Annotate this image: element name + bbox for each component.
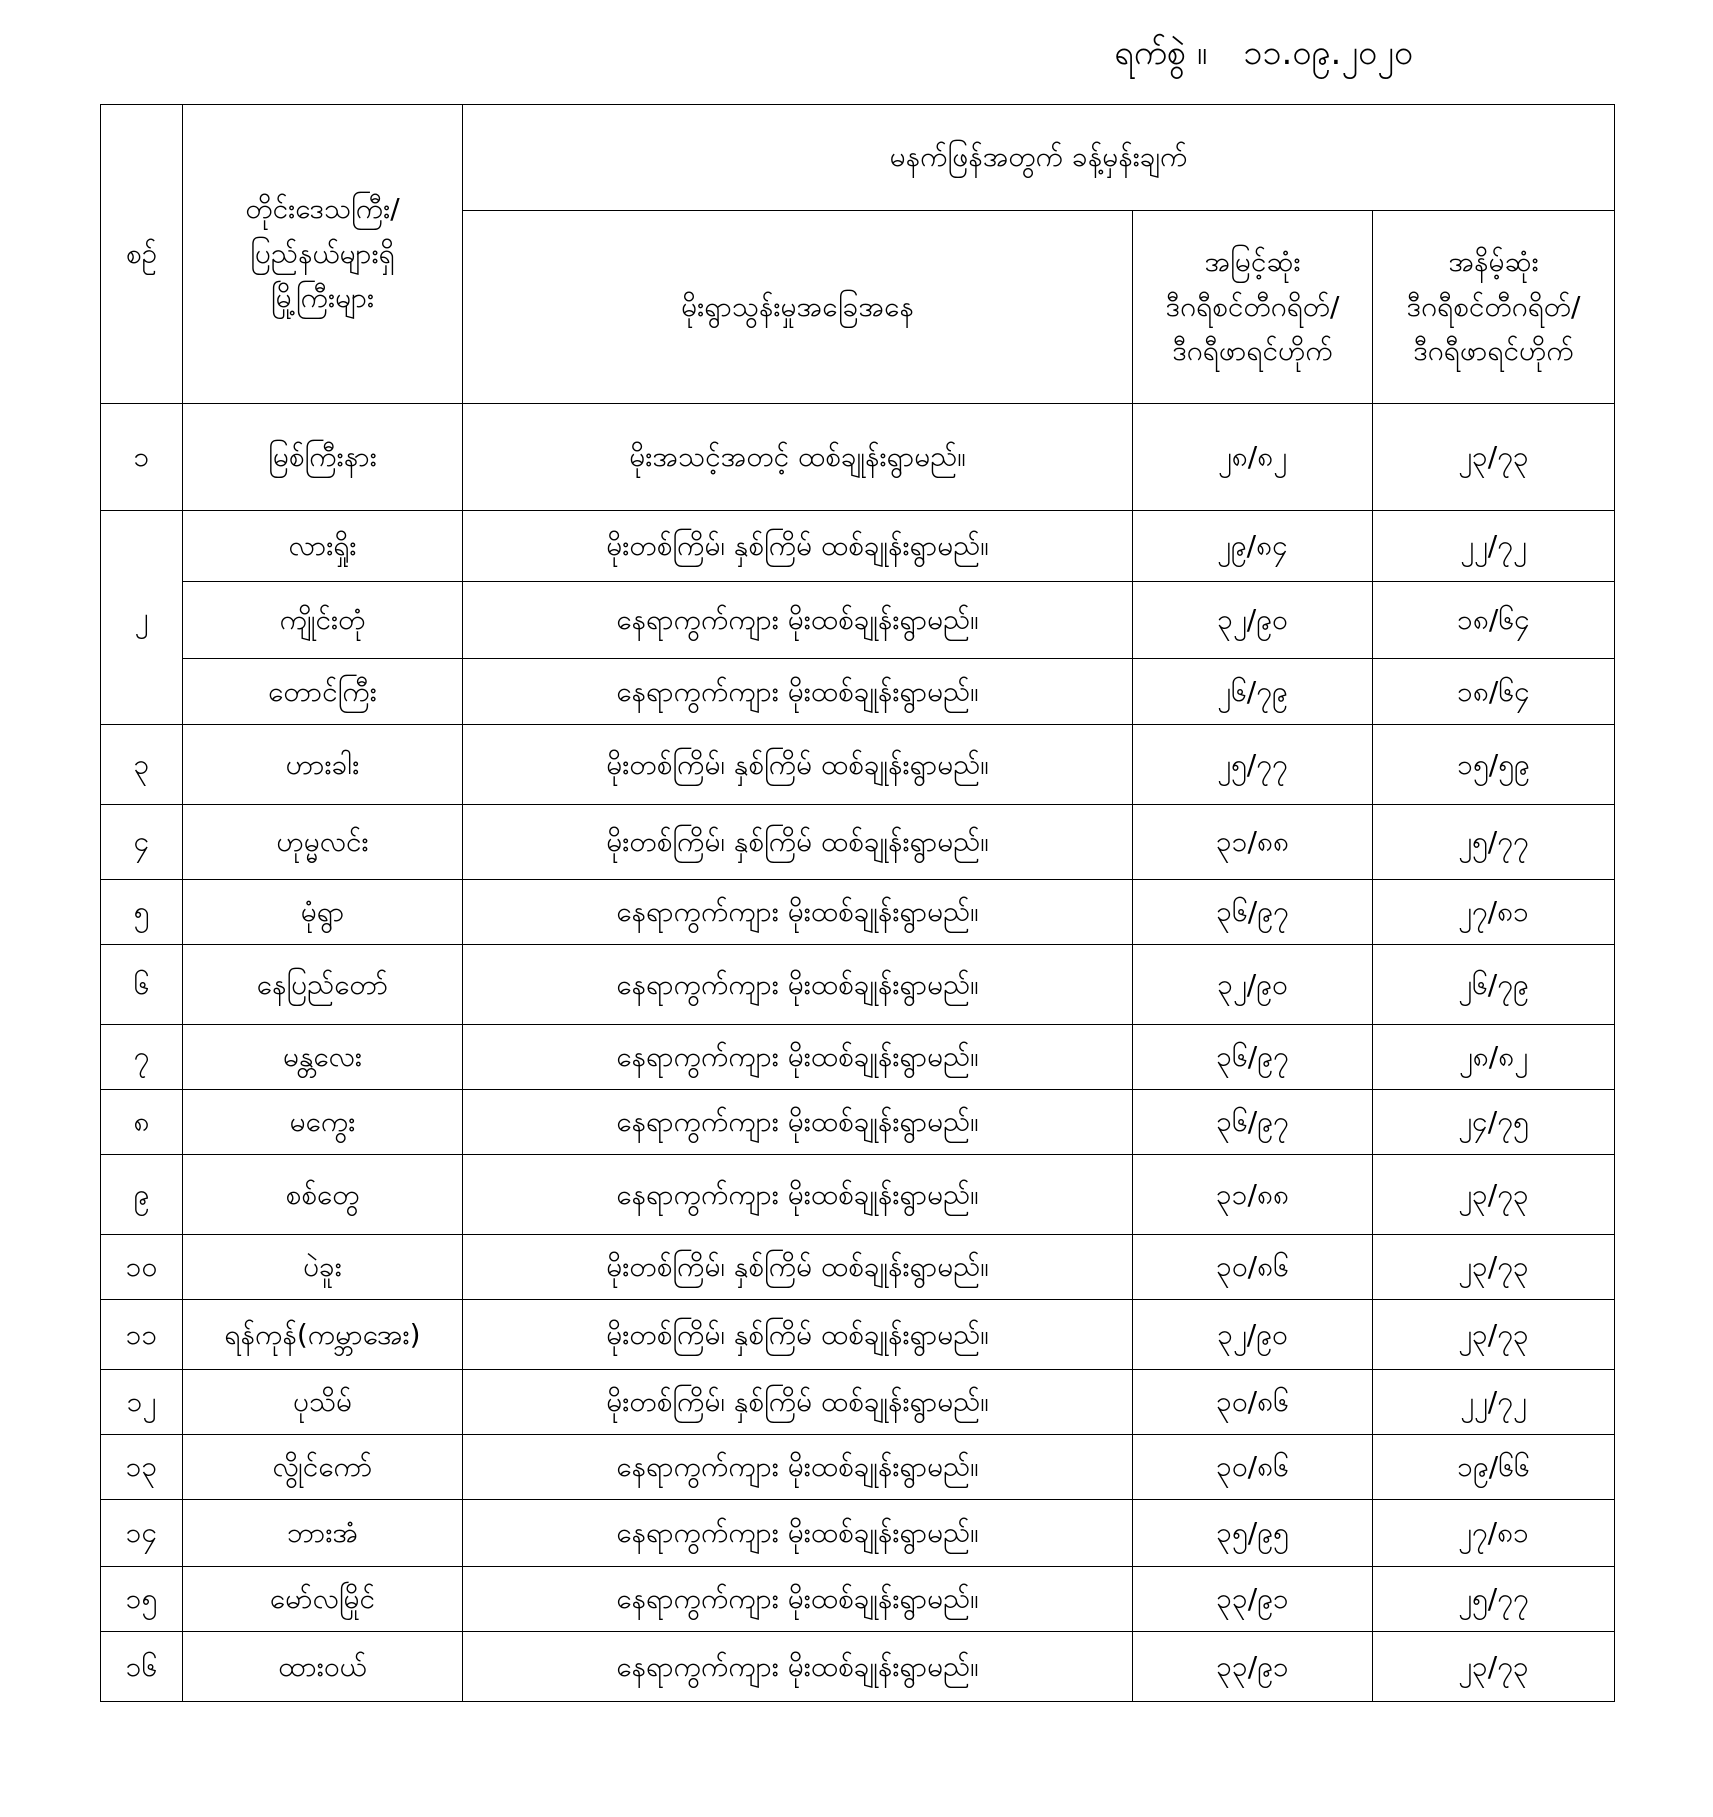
max-temp-cell: ၃၅/၉၅: [1133, 1500, 1373, 1567]
table-row: [101, 1155, 1615, 1235]
condition-cell: နေရာကွက်ကျား မိုးထစ်ချုန်းရွာမည်။: [463, 1025, 1133, 1090]
table-row: [101, 511, 1615, 582]
city-cell: လားရှိုး: [183, 511, 463, 582]
table-header: [101, 105, 1615, 404]
max-temp-cell: ၃၁/၈၈: [1133, 805, 1373, 880]
serial-cell: ၁၀: [101, 1235, 183, 1300]
city-cell: နေပြည်တော်: [183, 945, 463, 1025]
max-temp-cell: ၃၃/၉၁: [1133, 1632, 1373, 1702]
city-cell: လွိုင်ကော်: [183, 1435, 463, 1500]
condition-cell: မိုးတစ်ကြိမ်၊ နှစ်ကြိမ် ထစ်ချုန်းရွာမည်။: [463, 511, 1133, 582]
table-row: [101, 1370, 1615, 1435]
min-temp-cell: ၁၈/၆၄: [1373, 659, 1615, 725]
condition-cell: မိုးတစ်ကြိမ်၊ နှစ်ကြိမ် ထစ်ချုန်းရွာမည်။: [463, 1300, 1133, 1370]
condition-cell: မိုးတစ်ကြိမ်၊ နှစ်ကြိမ် ထစ်ချုန်းရွာမည်။: [463, 805, 1133, 880]
city-header-line: မြို့ကြီးများ: [270, 281, 375, 315]
min-temp-cell: ၂၃/၇၃: [1373, 1155, 1615, 1235]
city-cell: မြစ်ကြီးနား: [183, 404, 463, 511]
min-header-line: ဒီဂရီစင်တီဂရိတ်/: [1406, 289, 1581, 323]
condition-cell: မိုးတစ်ကြိမ်၊ နှစ်ကြိမ် ထစ်ချုန်းရွာမည်။: [463, 725, 1133, 805]
max-temp-cell: ၃၀/၈၆: [1133, 1370, 1373, 1435]
condition-cell: နေရာကွက်ကျား မိုးထစ်ချုန်းရွာမည်။: [463, 1500, 1133, 1567]
table-row: [101, 1090, 1615, 1155]
serial-cell: ၅: [101, 880, 183, 945]
serial-cell: ၁: [101, 404, 183, 511]
max-temp-cell: ၃၀/၈၆: [1133, 1435, 1373, 1500]
max-header-line: ဒီဂရီစင်တီဂရိတ်/: [1165, 289, 1340, 323]
table-row: [101, 725, 1615, 805]
min-temp-cell: ၂၆/၇၉: [1373, 945, 1615, 1025]
condition-cell: နေရာကွက်ကျား မိုးထစ်ချုန်းရွာမည်။: [463, 582, 1133, 659]
column-header-min-temp: [1373, 211, 1615, 404]
min-temp-cell: ၂၇/၈၁: [1373, 1500, 1615, 1567]
serial-cell: ၁၁: [101, 1300, 183, 1370]
condition-cell: မိုးတစ်ကြိမ်၊ နှစ်ကြိမ် ထစ်ချုန်းရွာမည်။: [463, 1370, 1133, 1435]
max-temp-cell: ၃၀/၈၆: [1133, 1235, 1373, 1300]
min-temp-cell: ၁၉/၆၆: [1373, 1435, 1615, 1500]
max-temp-cell: ၂၉/၈၄: [1133, 511, 1373, 582]
city-cell: တောင်ကြီး: [183, 659, 463, 725]
city-cell: မကွေး: [183, 1090, 463, 1155]
city-cell: ထားဝယ်: [183, 1632, 463, 1702]
max-temp-cell: ၂၅/၇၇: [1133, 725, 1373, 805]
min-temp-cell: ၂၃/၇၃: [1373, 1632, 1615, 1702]
condition-cell: မိုးအသင့်အတင့် ထစ်ချုန်းရွာမည်။: [463, 404, 1133, 511]
date-label: ရက်စွဲ ။: [1114, 33, 1208, 73]
city-cell: မန္တလေး: [183, 1025, 463, 1090]
serial-cell: ၁၃: [101, 1435, 183, 1500]
table-body: [101, 404, 1615, 1702]
min-header-line: အနိမ့်ဆုံး: [1448, 244, 1539, 278]
date-value: ၁၁.၀၉.၂၀၂၀: [1243, 33, 1413, 73]
table-row: [101, 1500, 1615, 1567]
condition-cell: နေရာကွက်ကျား မိုးထစ်ချုန်းရွာမည်။: [463, 945, 1133, 1025]
serial-cell: ၂: [101, 511, 183, 725]
max-header-line: အမြင့်ဆုံး: [1204, 244, 1301, 278]
group-header-forecast: မနက်ဖြန်အတွက် ခန့်မှန်းချက်: [463, 105, 1615, 211]
min-temp-cell: ၂၂/၇၂: [1373, 511, 1615, 582]
max-temp-cell: ၃၆/၉၇: [1133, 880, 1373, 945]
max-temp-cell: ၃၂/၉၀: [1133, 945, 1373, 1025]
table-row: [101, 1300, 1615, 1370]
min-header-line: ဒီဂရီဖာရင်ဟိုက်: [1413, 334, 1574, 368]
serial-cell: ၆: [101, 945, 183, 1025]
min-temp-cell: ၂၈/၈၂: [1373, 1025, 1615, 1090]
serial-cell: ၁၄: [101, 1500, 183, 1567]
max-temp-cell: ၃၃/၉၁: [1133, 1567, 1373, 1632]
city-cell: ဘားအံ: [183, 1500, 463, 1567]
max-temp-cell: ၂၈/၈၂: [1133, 404, 1373, 511]
table-row: [101, 404, 1615, 511]
condition-cell: နေရာကွက်ကျား မိုးထစ်ချုန်းရွာမည်။: [463, 1567, 1133, 1632]
condition-cell: နေရာကွက်ကျား မိုးထစ်ချုန်းရွာမည်။: [463, 1155, 1133, 1235]
table-row: [101, 659, 1615, 725]
min-temp-cell: ၂၄/၇၅: [1373, 1090, 1615, 1155]
max-temp-cell: ၃၁/၈၈: [1133, 1155, 1373, 1235]
table-row: [101, 1025, 1615, 1090]
condition-cell: မိုးတစ်ကြိမ်၊ နှစ်ကြိမ် ထစ်ချုန်းရွာမည်။: [463, 1235, 1133, 1300]
city-cell: စစ်တွေ: [183, 1155, 463, 1235]
table-row: [101, 880, 1615, 945]
condition-cell: နေရာကွက်ကျား မိုးထစ်ချုန်းရွာမည်။: [463, 1632, 1133, 1702]
min-temp-cell: ၂၂/၇၂: [1373, 1370, 1615, 1435]
serial-cell: ၈: [101, 1090, 183, 1155]
condition-cell: နေရာကွက်ကျား မိုးထစ်ချုန်းရွာမည်။: [463, 1090, 1133, 1155]
min-temp-cell: ၂၇/၈၁: [1373, 880, 1615, 945]
city-cell: ဟားခါး: [183, 725, 463, 805]
serial-cell: ၇: [101, 1025, 183, 1090]
max-temp-cell: ၃၆/၉၇: [1133, 1090, 1373, 1155]
report-date: [1114, 30, 1413, 81]
max-temp-cell: ၂၆/၇၉: [1133, 659, 1373, 725]
condition-cell: နေရာကွက်ကျား မိုးထစ်ချုန်းရွာမည်။: [463, 880, 1133, 945]
min-temp-cell: ၂၅/၇၇: [1373, 805, 1615, 880]
serial-cell: ၃: [101, 725, 183, 805]
city-header-line: ပြည်နယ်များရှိ: [250, 236, 395, 270]
table-row: [101, 805, 1615, 880]
city-cell: မုံရွာ: [183, 880, 463, 945]
condition-cell: နေရာကွက်ကျား မိုးထစ်ချုန်းရွာမည်။: [463, 1435, 1133, 1500]
serial-cell: ၁၆: [101, 1632, 183, 1702]
forecast-table: [100, 104, 1615, 1702]
city-cell: ရန်ကုန်(ကမ္ဘာအေး): [183, 1300, 463, 1370]
serial-cell: ၁၅: [101, 1567, 183, 1632]
column-header-condition: မိုးရွာသွန်းမှုအခြေအနေ: [463, 211, 1133, 404]
max-temp-cell: ၃၂/၉၀: [1133, 582, 1373, 659]
column-header-max-temp: [1133, 211, 1373, 404]
column-header-serial: စဉ်: [101, 105, 183, 404]
min-temp-cell: ၂၃/၇၃: [1373, 1235, 1615, 1300]
max-header-line: ဒီဂရီဖာရင်ဟိုက်: [1172, 334, 1333, 368]
table-row: [101, 945, 1615, 1025]
table-row: [101, 1435, 1615, 1500]
min-temp-cell: ၂၅/၇၇: [1373, 1567, 1615, 1632]
min-temp-cell: ၁၅/၅၉: [1373, 725, 1615, 805]
city-header-line: တိုင်းဒေသကြီး/: [245, 191, 400, 225]
min-temp-cell: ၂၃/၇၃: [1373, 404, 1615, 511]
table-row: [101, 1567, 1615, 1632]
city-cell: ကျိုင်းတုံ: [183, 582, 463, 659]
serial-cell: ၉: [101, 1155, 183, 1235]
condition-cell: နေရာကွက်ကျား မိုးထစ်ချုန်းရွာမည်။: [463, 659, 1133, 725]
column-header-city: [183, 105, 463, 404]
serial-cell: ၄: [101, 805, 183, 880]
table-row: [101, 1235, 1615, 1300]
serial-cell: ၁၂: [101, 1370, 183, 1435]
table-row: [101, 582, 1615, 659]
min-temp-cell: ၁၈/၆၄: [1373, 582, 1615, 659]
table-row: [101, 1632, 1615, 1702]
max-temp-cell: ၃၆/၉၇: [1133, 1025, 1373, 1090]
city-cell: မော်လမြိုင်: [183, 1567, 463, 1632]
city-cell: ပုသိမ်: [183, 1370, 463, 1435]
city-cell: ဟုမ္မလင်း: [183, 805, 463, 880]
max-temp-cell: ၃၂/၉၀: [1133, 1300, 1373, 1370]
city-cell: ပဲခူး: [183, 1235, 463, 1300]
min-temp-cell: ၂၃/၇၃: [1373, 1300, 1615, 1370]
